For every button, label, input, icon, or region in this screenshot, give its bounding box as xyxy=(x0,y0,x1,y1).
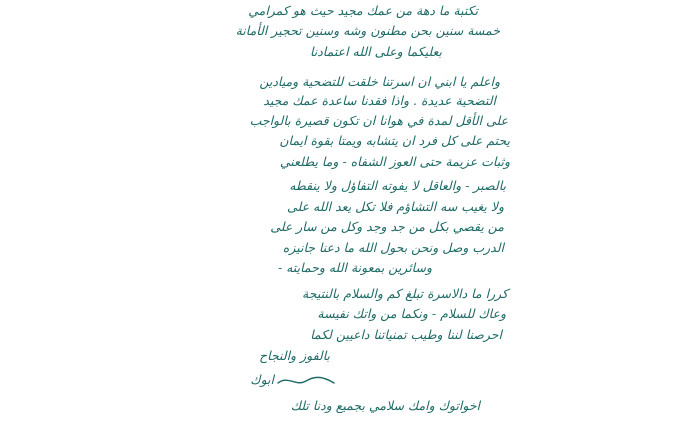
letter-line: التضحية عديدة . واذا فقدنا ساعدة عمك مجيد xyxy=(263,93,496,108)
letter-line: وسائرين بمعونة الله وحمايته - xyxy=(277,260,432,275)
letter-line: اخواتوك وامك سلامي بجميع ودنا تلك xyxy=(290,398,480,413)
handwritten-letter xyxy=(180,0,510,427)
letter-line: من يقصي بكل من جد وجد وكل من سار على xyxy=(270,219,504,234)
letter-line: وثبات عزيمة حتى العوز الشفاه - وما يطلعني xyxy=(279,154,510,169)
letter-line: خمسة سنين بحن مطنون وشه وسنين تحجير الأمانة xyxy=(235,23,500,38)
letter-line: بالصبر - والعاقل لا يفوته التفاؤل ولا ينقطه xyxy=(289,178,506,193)
letter-line: احرصنا لننا وطيب تمنياتنا داعيين لكما xyxy=(310,327,502,342)
signature-flourish xyxy=(276,371,336,391)
letter-line: بالفوز والنجاح xyxy=(259,348,330,363)
letter-line: ولا يغيب سه التشاؤم فلا تكل يعد الله على xyxy=(287,199,504,214)
letter-line: تكتبة ما دهة من عمك مجيد حيث هو كمرامي xyxy=(248,3,478,18)
letter-line: ابوك xyxy=(250,372,274,387)
letter-line: وعاك للسلام - ونكما من واتك نفيسة xyxy=(317,306,506,321)
letter-line: يحتم على كل فرد ان يتشابه ويمتا بقوة ايمان xyxy=(279,133,510,148)
letter-line: على الأقل لمدة في هوانا ان تكون قصيرة بالواجب xyxy=(249,113,508,128)
letter-line: بعليكما وعلى الله اعتمادنا xyxy=(309,44,442,59)
letter-line: كررا ما دالاسرة تبلغ كم والسلام بالنتيجة xyxy=(302,286,508,301)
letter-line: واعلم يا ابني ان اسرتنا خلقت للتضحية وميادين xyxy=(259,74,500,89)
letter-line: الدرب وصل ونحن بحول الله ما دعنا جانيزه xyxy=(282,240,504,255)
